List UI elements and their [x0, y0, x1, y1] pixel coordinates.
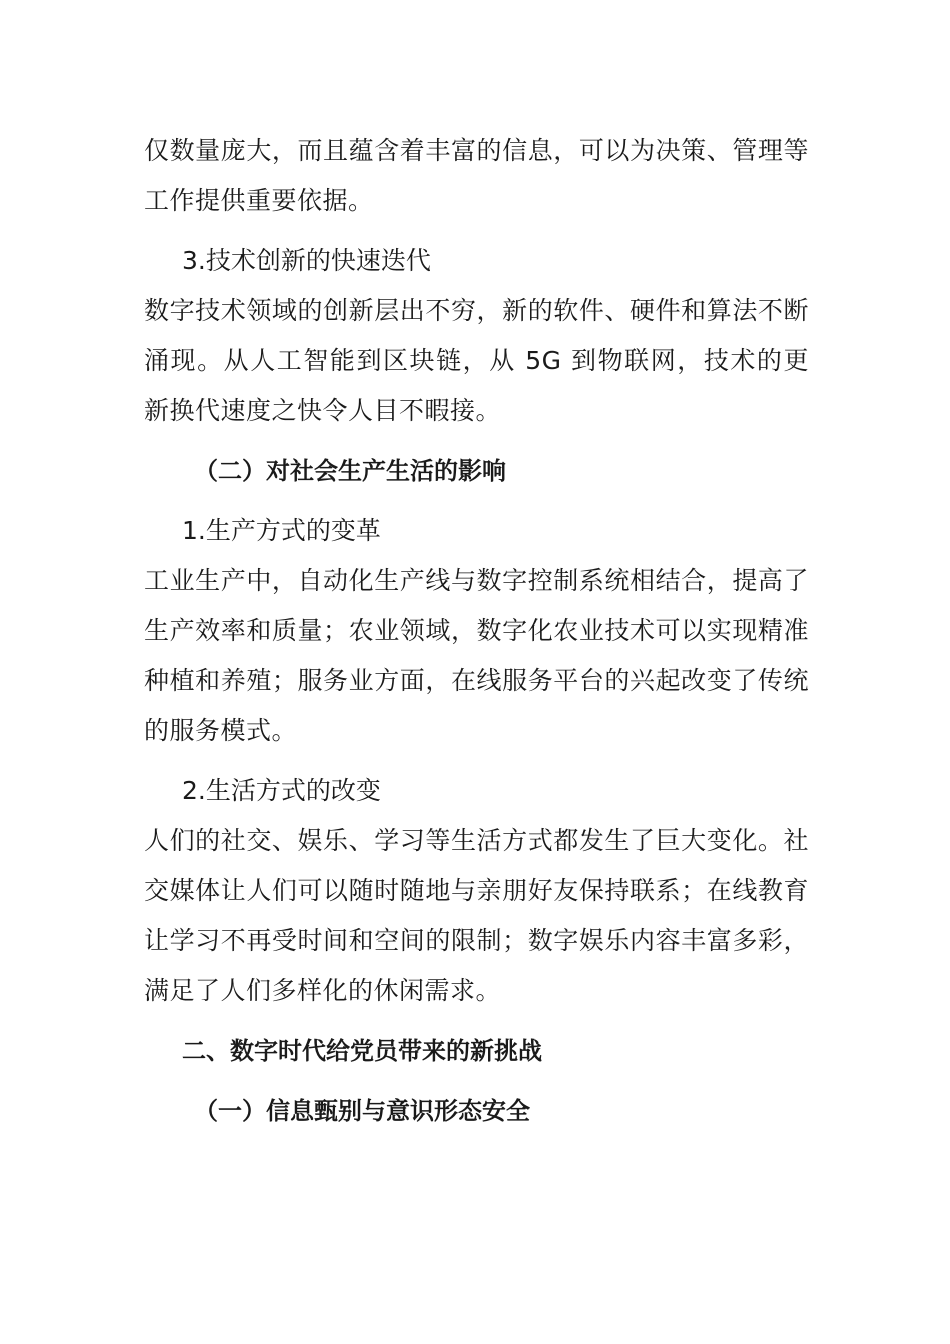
paragraph-data-value: 仅数量庞大，而且蕴含着丰富的信息，可以为决策、管理等工作提供重要依据。	[144, 136, 809, 215]
paragraph-production: 工业生产中，自动化生产线与数字控制系统相结合，提高了生产效率和质量；农业领域，数字化农业技术可以实现精准种植和养殖；服务业方面，在线服务平台的兴起改变了传统的服务模式。	[144, 566, 809, 745]
paragraph-lifestyle: 人们的社交、娱乐、学习等生活方式都发生了巨大变化。社交媒体让人们可以随时随地与亲朋好友保持联系；在线教育让学习不再受时间和空间的限制；数字娱乐内容丰富多彩，满足了人们多样化的休闲需求。	[144, 826, 809, 1005]
chapter-heading-new-challenges: 二、数字时代给党员带来的新挑战	[182, 1037, 542, 1065]
section-heading-info-security: （一）信息甄别与意识形态安全	[194, 1097, 530, 1125]
subheading-production: 1.生产方式的变革	[182, 516, 381, 545]
section-heading-social-impact: （二）对社会生产生活的影响	[194, 457, 506, 485]
subheading-lifestyle: 2.生活方式的改变	[182, 776, 381, 805]
document-body	[144, 126, 809, 1146]
subheading-tech-innovation: 3.技术创新的快速迭代	[182, 246, 431, 275]
paragraph-tech-innovation: 数字技术领域的创新层出不穷，新的软件、硬件和算法不断涌现。从人工智能到区块链，从 5G 到物联网，技术的更新换代速度之快令人目不暇接。	[144, 296, 809, 425]
